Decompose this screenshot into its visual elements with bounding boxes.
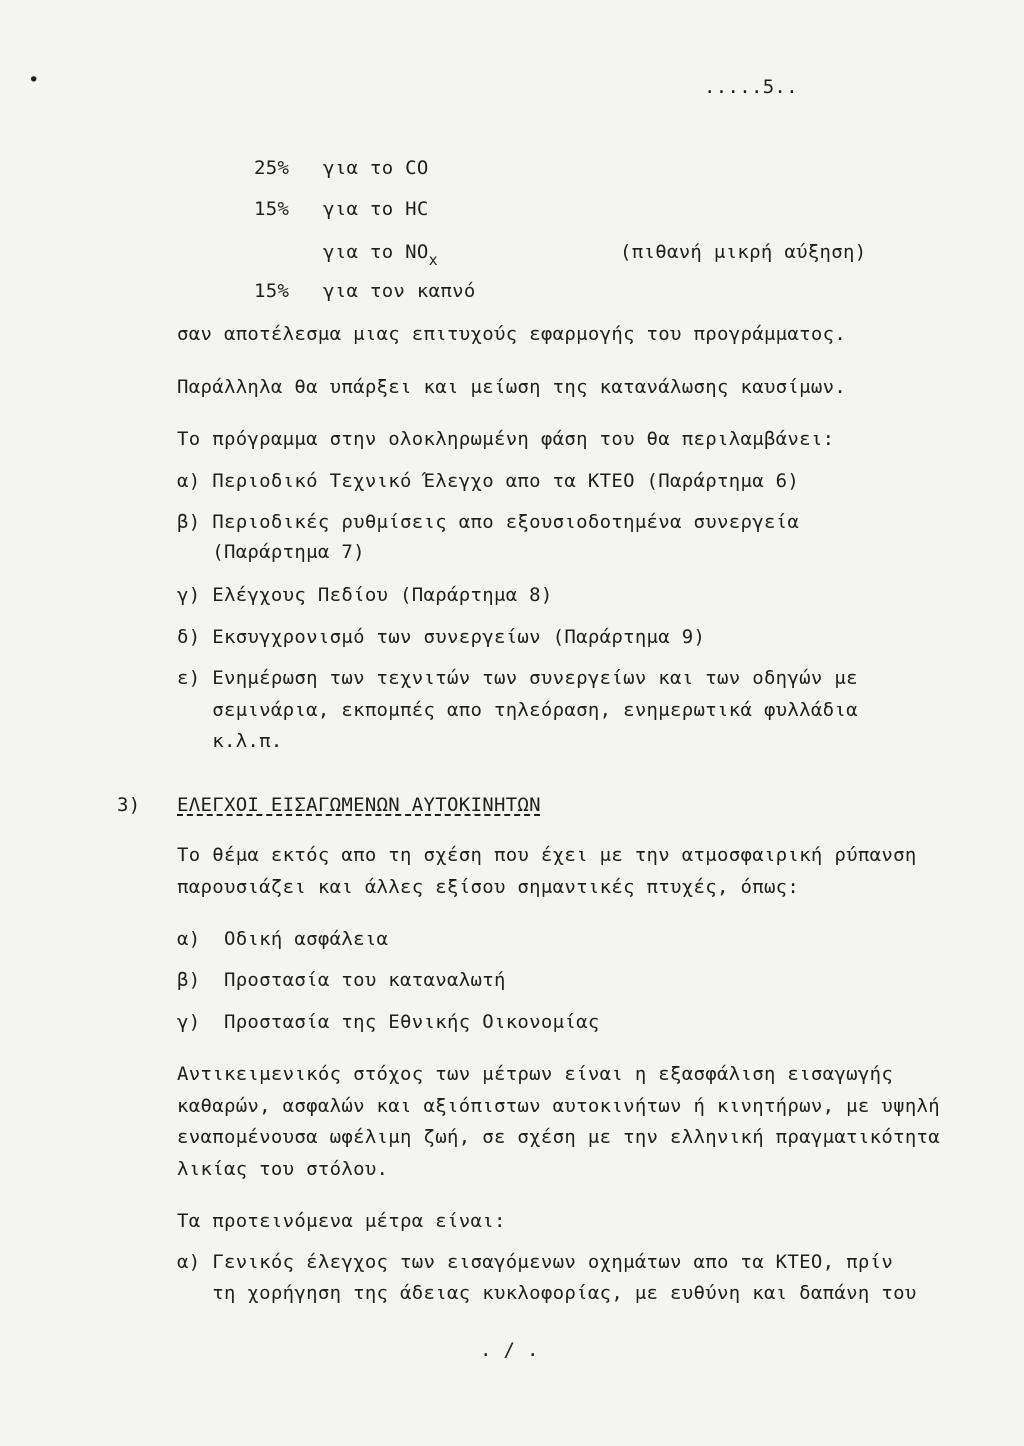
program-item: δ) Εκσυγχρονισμό των συνεργείων (Παράρτημα 9) [177, 626, 706, 648]
measure-item: α) Γενικός έλεγχος των εισαγόμενων οχημάτων απο τα ΚΤΕΟ, πρίν [177, 1251, 894, 1273]
section-intro-line: Το θέμα εκτός απο τη σχέση που έχει με την ατμοσφαιρική ρύπανση [177, 844, 917, 866]
program-item: β) Περιοδικές ρυθμίσεις απο εξουσιοδοτημένα συνεργεία [177, 511, 800, 533]
aspect-item: α) Οδική ασφάλεια [177, 928, 389, 950]
bullet-mark: • [28, 69, 40, 91]
section-number: 3) [117, 794, 141, 816]
objective-line: Αντικειμενικός στόχος των μέτρων είναι η εξασφάλιση εισαγωγής [177, 1063, 894, 1085]
aspect-item: γ) Προστασία της Εθνικής Οικονομίας [177, 1011, 600, 1033]
page-number: .....5.. [704, 76, 798, 98]
aspect-item: β) Προστασία του καταναλωτή [177, 969, 506, 991]
measure-item-continuation: τη χορήγηση της άδειας κυκλοφορίας, με ευθύνη και δαπάνη του [177, 1282, 917, 1304]
section-intro-line: παρουσιάζει και άλλες εξίσου σημαντικές πτυχές, όπως: [177, 876, 800, 898]
nox-subscript: x [428, 251, 438, 269]
reduction-percent: 15% [254, 198, 290, 220]
program-item-continuation: (Παράρτημα 7) [177, 541, 365, 563]
program-item: γ) Ελέγχους Πεδίου (Παράρτημα 8) [177, 584, 553, 606]
program-item-continuation: σεμινάρια, εκπομπές απο τηλεόραση, ενημερωτικά φυλλάδια [177, 699, 858, 721]
program-item-continuation: κ.λ.π. [177, 730, 283, 752]
parallel-paragraph: Παράλληλα θα υπάρξει και μείωση της κατανάλωσης καυσίμων. [177, 376, 847, 398]
objective-line: εναπομένουσα ωφέλιμη ζωή, σε σχέση με την ελληνική πραγματικότητα [177, 1126, 941, 1148]
program-intro: Το πρόγραμμα στην ολοκληρωμένη φάση του θα περιλαμβάνει: [177, 428, 835, 450]
program-item: ε) Ενημέρωση των τεχνιτών των συνεργείων και των οδηγών με [177, 667, 858, 689]
reduction-text: για το HC [323, 198, 429, 220]
reduction-text: για τον καπνό [323, 280, 476, 302]
nox-prefix: για το NO [323, 241, 429, 263]
reduction-text-nox [323, 240, 438, 269]
continuation-mark: . / . [480, 1339, 539, 1361]
section-title: ΕΛΕΓΧΟΙ ΕΙΣΑΓΩΜΕΝΩΝ ΑΥΤΟΚΙΝΗΤΩΝ [177, 794, 541, 816]
reduction-percent: 25% [254, 157, 290, 179]
reduction-text: για το CO [323, 157, 429, 179]
result-paragraph: σαν αποτέλεσμα μιας επιτυχούς εφαρμογής του προγράμματος. [177, 323, 847, 345]
objective-line: λικίας του στόλου. [177, 1158, 389, 1180]
objective-line: καθαρών, ασφαλών και αξιόπιστων αυτοκινήτων ή κινητήρων, με υψηλή [177, 1095, 941, 1117]
program-item: α) Περιοδικό Τεχνικό Έλεγχο απο τα ΚΤΕΟ (Παράρτημα 6) [177, 470, 800, 492]
reduction-percent: 15% [254, 280, 290, 302]
measures-intro: Τα προτεινόμενα μέτρα είναι: [177, 1210, 506, 1232]
nox-note: (πιθανή μικρή αύξηση) [620, 241, 867, 263]
